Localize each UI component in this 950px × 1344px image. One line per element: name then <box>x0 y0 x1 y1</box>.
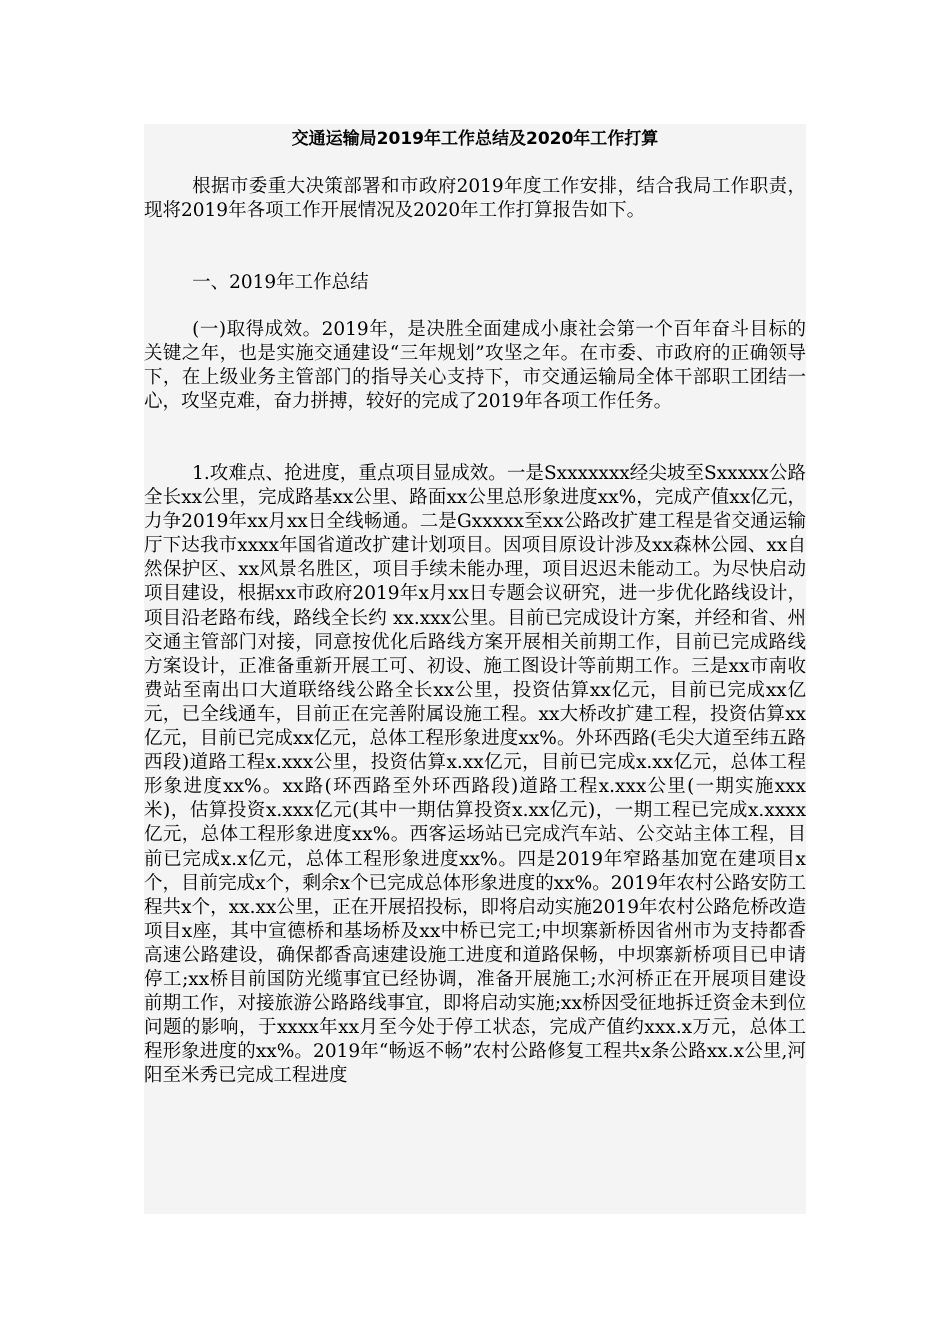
key-projects-paragraph: 1.攻难点、抢进度，重点项目显成效。一是Sxxxxxxx经尖坡至Sxxxxx公路全长xx公里，完成路基xx公里、路面xx公里总形象进度xx%，完成产值xx亿元，力争2019年xx月xx日全线畅通。二是Gxxxxx至xx公路改扩建工程是省交通运输厅下达我市xxxx年国省道改扩建计划项目。因项目原设计涉及xx森林公园、xx自然保护区、xx风景名胜区，项目手续未能办理，项目迟迟未能动工。为尽快启动项目建设，根据xx市政府2019年x月xx日专题会议研究，进一步优化路线设计，项目沿老路布线，路线全长约 xx.xxx公里。目前已完成设计方案，并经和省、州交通主管部门对接，同意按优化后路线方案开展相关前期工作，目前已完成路线方案设计，正准备重新开展工可、初设、施工图设计等前期工作。三是xx市南收费站至南出口大道联络线公路全长xx公里，投资估算xx亿元，目前已完成xx亿元，已全线通车，目前正在完善附属设施工程。xx大桥改扩建工程，投资估算xx亿元，目前已完成xx亿元，总体工程形象进度xx%。外环西路(毛尖大道至纬五路西段)道路工程x.xxx公里，投资估算x.xx亿元，目前已完成x.xx亿元，总体工程形象进度xx%。xx路(环西路至外环西路段)道路工程x.xxx公里(一期实施xxx米)，估算投资x.xxx亿元(其中一期估算投资x.xx亿元)，一期工程已完成x.xxxx亿元，总体工程形象进度xx%。西客运场站已完成汽车站、公交站主体工程，目前已完成x.x亿元，总体工程形象进度xx%。四是2019年窄路基加宽在建项目x个，目前完成x个，剩余x个已完成总体形象进度的xx%。2019年农村公路安防工程共x个，xx.xx公里，正在开展招投标，即将启动实施2019年农村公路危桥改造项目x座，其中宣德桥和基场桥及xx中桥已完工;中坝寨新桥因省州市为支持都香高速公路建设，确保都香高速建设施工进度和道路保畅，中坝寨新桥项目已申请停工;xx桥目前国防光缆事宜已经协调，准备开展施工;水河桥正在开展项目建设前期工作，对接旅游公路路线事宜，即将启动实施;xx桥因受征地拆迁资金未到位问题的影响，于xxxx年xx月至今处于停工状态，完成产值约xxx.x万元，总体工程形象进度的xx%。2019年“畅返不畅”农村公路修复工程共x条公路xx.x公里,河阳至米秀已完成工程进度 <box>144 463 806 1087</box>
achievements-paragraph: (一)取得成效。2019年，是决胜全面建成小康社会第一个百年奋斗目标的关键之年，也是实施交通建设“三年规划”攻坚之年。在市委、市政府的正确领导下，在上级业务主管部门的指导关心支持下，市交通运输局全体干部职工团结一心，攻坚克难，奋力拼搏，较好的完成了2019年各项工作任务。 <box>144 319 806 413</box>
document-title: 交通运输局2019年工作总结及2020年工作打算 <box>291 129 659 149</box>
section-heading: 一、2019年工作总结 <box>192 272 369 293</box>
intro-paragraph: 根据市委重大决策部署和市政府2019年度工作安排，结合我局工作职责，现将2019年各项工作开展情况及2020年工作打算报告如下。 <box>144 176 806 222</box>
